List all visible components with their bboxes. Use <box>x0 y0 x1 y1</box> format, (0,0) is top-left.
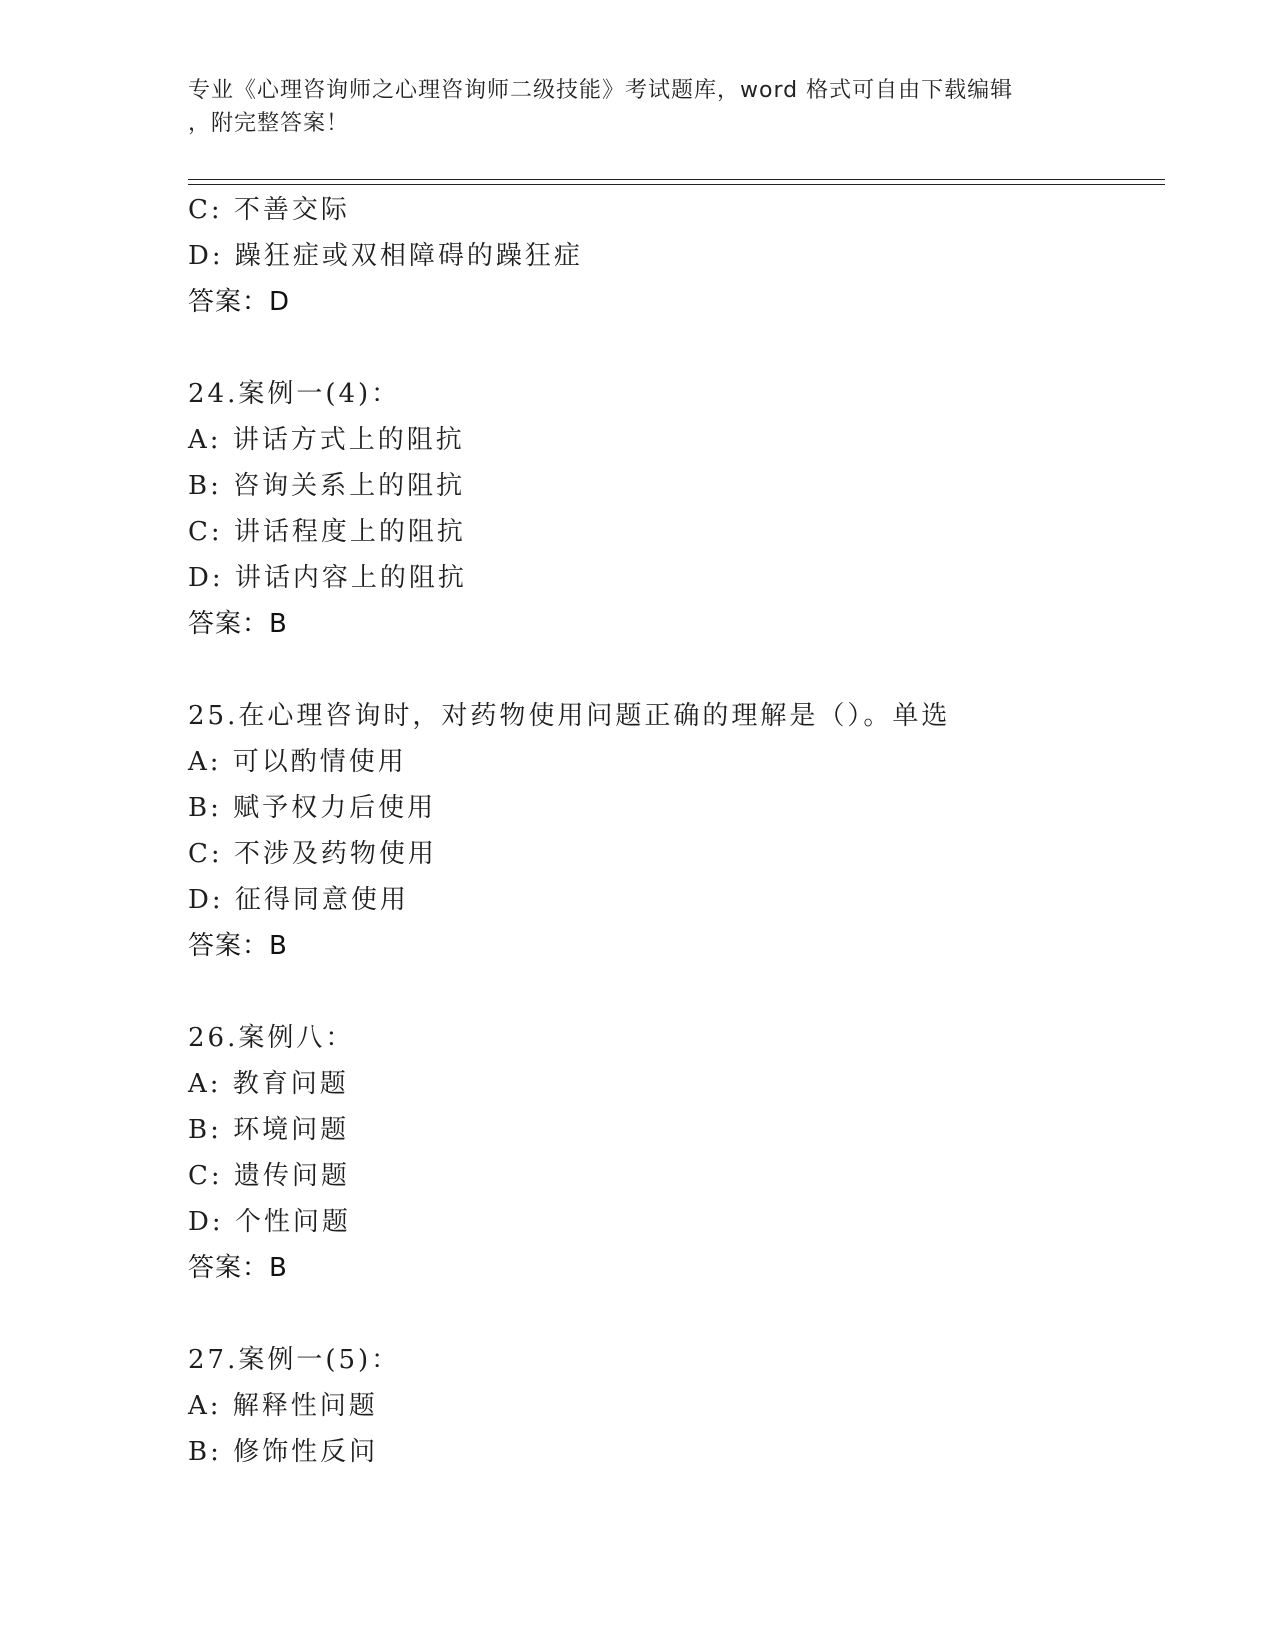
question-stem: 25.在心理咨询时，对药物使用问题正确的理解是（）。单选 <box>188 701 951 731</box>
answer-line: 答案：D <box>188 287 291 317</box>
header-line-1: 专业《心理咨询师之心理咨询师二级技能》考试题库，word 格式可自由下载编辑 <box>188 78 1014 103</box>
option-a: A: 讲话方式上的阻抗 <box>188 425 465 455</box>
option-a: A: 可以酌情使用 <box>188 747 407 777</box>
option-b: B: 赋予权力后使用 <box>188 793 437 823</box>
option-d: D: 讲话内容上的阻抗 <box>188 563 467 593</box>
question-stem: 27.案例一(5)： <box>188 1345 401 1375</box>
spacer <box>188 969 1168 1015</box>
option-d: D: 征得同意使用 <box>188 885 409 915</box>
question-stem: 26.案例八： <box>188 1023 355 1053</box>
option-c: C: 不涉及药物使用 <box>188 839 437 869</box>
answer-line: 答案：B <box>188 1253 288 1283</box>
option-a: A: 解释性问题 <box>188 1391 378 1421</box>
answer-line: 答案：B <box>188 609 288 639</box>
spacer <box>188 647 1168 693</box>
question-26 <box>188 1015 1168 1291</box>
header-line-2: ，附完整答案！ <box>188 111 350 136</box>
question-27 <box>188 1337 1168 1475</box>
option-c: C: 不善交际 <box>188 195 350 225</box>
option-d: D: 躁狂症或双相障碍的躁狂症 <box>188 241 583 271</box>
option-c: C: 遗传问题 <box>188 1161 350 1191</box>
header-divider-top <box>188 179 1165 180</box>
option-a: A: 教育问题 <box>188 1069 349 1099</box>
option-b: B: 环境问题 <box>188 1115 350 1145</box>
question-24 <box>188 371 1168 647</box>
option-c: C: 讲话程度上的阻抗 <box>188 517 466 547</box>
document-header <box>188 74 1088 140</box>
question-list <box>188 187 1168 1475</box>
header-divider-bottom <box>188 184 1165 185</box>
question-25 <box>188 693 1168 969</box>
question-stem: 24.案例一(4)： <box>188 379 401 409</box>
option-b: B: 修饰性反问 <box>188 1437 379 1467</box>
question-23-continued <box>188 187 1168 325</box>
option-d: D: 个性问题 <box>188 1207 351 1237</box>
spacer <box>188 1291 1168 1337</box>
option-b: B: 咨询关系上的阻抗 <box>188 471 466 501</box>
spacer <box>188 325 1168 371</box>
answer-line: 答案：B <box>188 931 288 961</box>
